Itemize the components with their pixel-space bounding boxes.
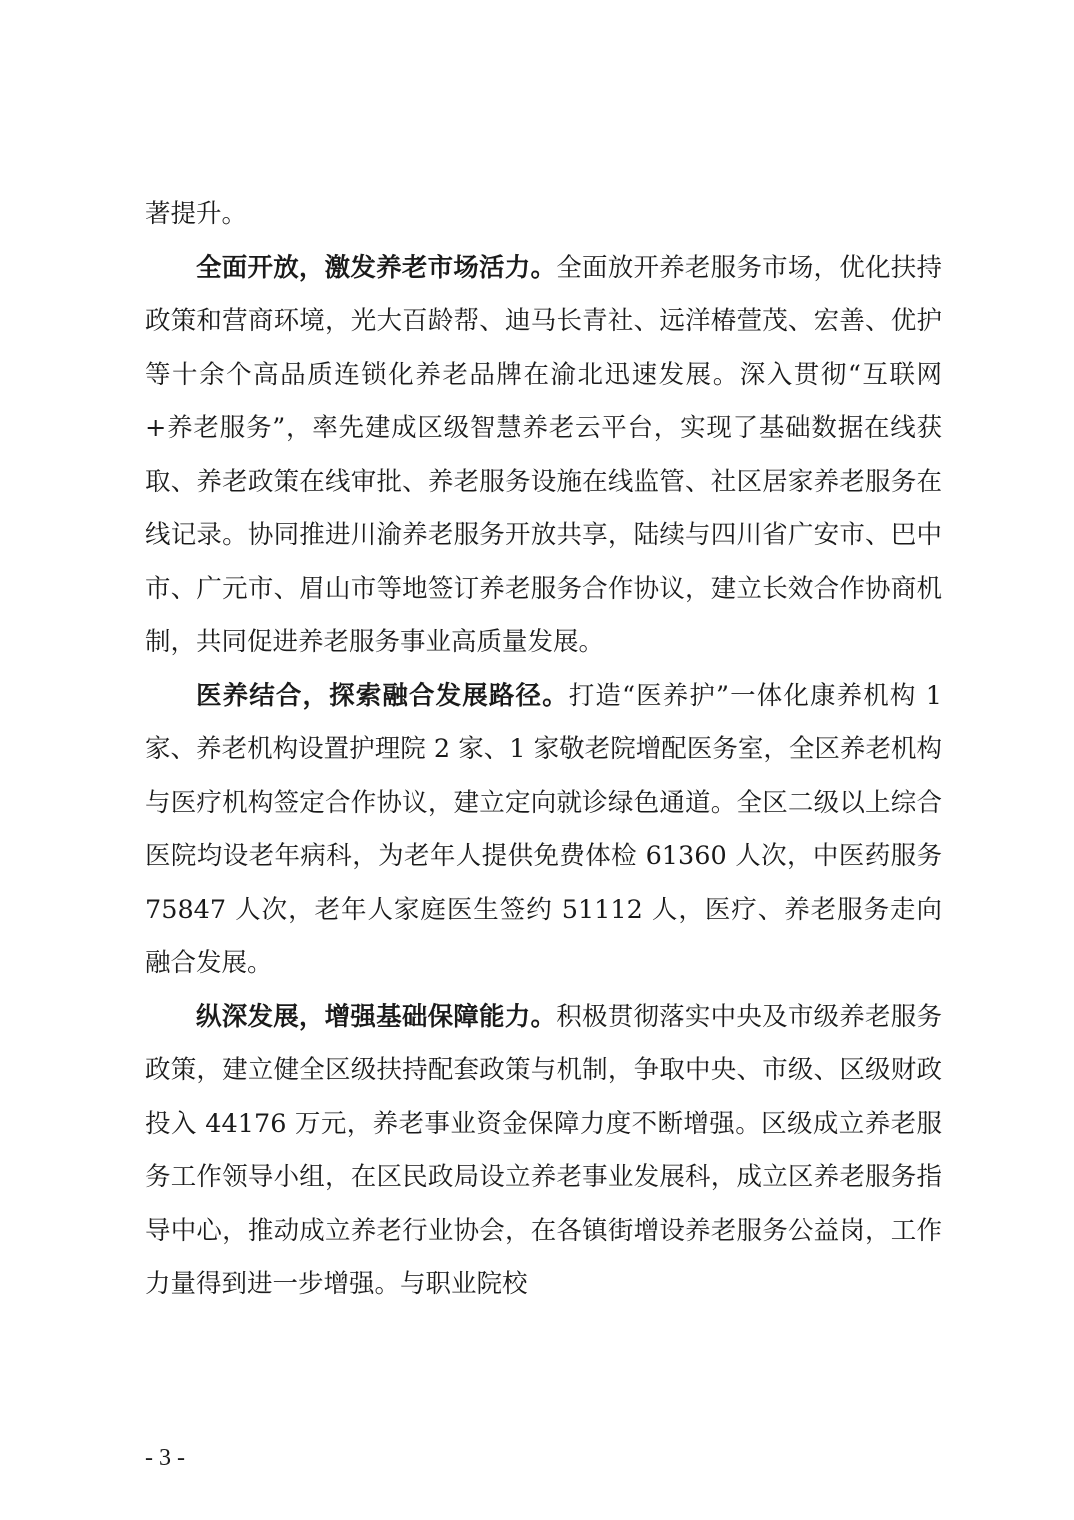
paragraph-text: 全面放开养老服务市场，优化扶持政策和营商环境，光大百龄帮、迪马长青社、远洋椿萱茂、宏善、优护等十余个高品质连锁化养老品牌在渝北迅速发展。深入贯彻“互联网+养老服务”，率先建成区级智慧养老云平台，实现了基础数据在线获取、养老政策在线审批、养老服务设施在线监管、社区居家养老服务在线记录。协同推进川渝养老服务开放共享，陆续与四川省广安市、巴中市、广元市、眉山市等地签订养老服务合作协议，建立长效合作协商机制，共同促进养老服务事业高质量发展。 xyxy=(145,252,942,657)
paragraph-text: 著提升。 xyxy=(145,199,248,229)
paragraph-basic-guarantee xyxy=(145,991,942,1312)
paragraph-text: 打造“医养护”一体化康养机构 1 家、养老机构设置护理院 2 家、1 家敬老院增配医务室，全区养老机构与医疗机构签定合作协议，建立定向就诊绿色通道。全区二级以上综合医院均设老年病科，为老年人提供免费体检 61360 人次，中医药服务 75847 人次，老年人家庭医生签约 51112 人，医疗、养老服务走向融合发展。 xyxy=(145,680,942,978)
paragraph-heading: 全面开放，激发养老市场活力。 xyxy=(196,252,557,283)
paragraph-medical-integration xyxy=(145,670,942,991)
paragraph-heading: 纵深发展，增强基础保障能力。 xyxy=(196,1001,557,1032)
page-number: - 3 - xyxy=(145,1445,185,1471)
paragraph-market-opening xyxy=(145,242,942,670)
paragraph-heading: 医养结合，探索融合发展路径。 xyxy=(196,680,569,711)
paragraph-text: 积极贯彻落实中央及市级养老服务政策，建立健全区级扶持配套政策与机制，争取中央、市级、区级财政投入 44176 万元，养老事业资金保障力度不断增强。区级成立养老服务工作领导小组，在区民政局设立养老事业发展科，成立区养老服务指导中心，推动成立养老行业协会，在各镇街增设养老服务公益岗，工作力量得到进一步增强。与职业院校 xyxy=(145,1001,942,1299)
document-body xyxy=(145,188,942,1312)
paragraph-continuation xyxy=(145,188,942,242)
